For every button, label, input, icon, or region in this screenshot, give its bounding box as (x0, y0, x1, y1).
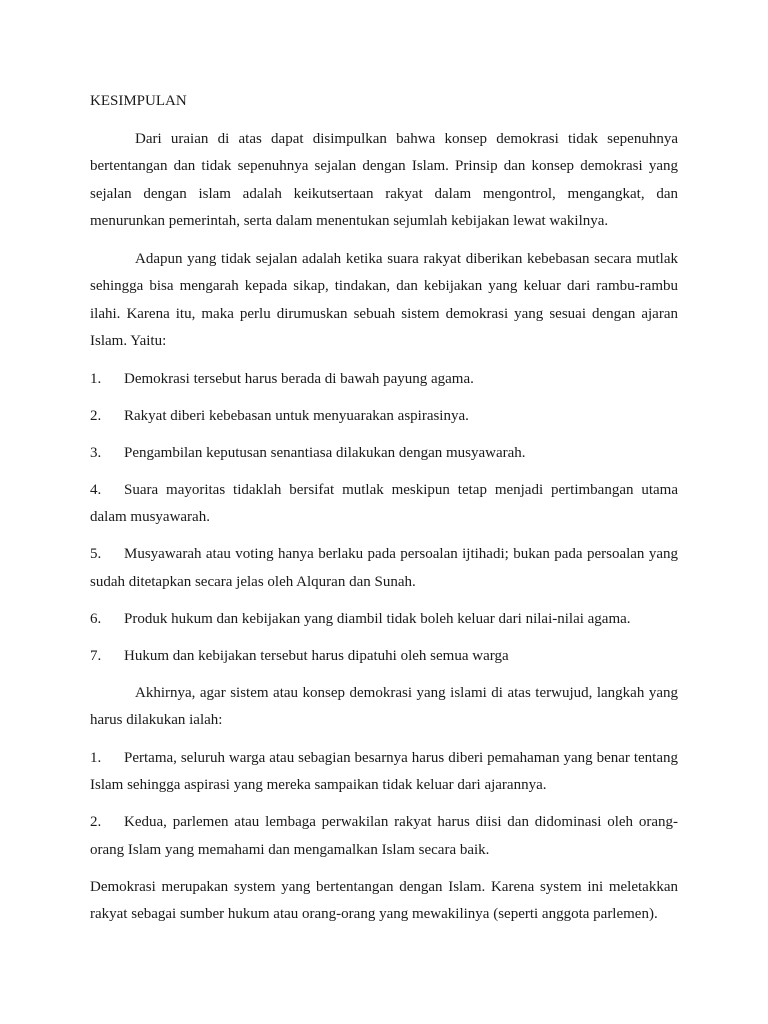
list-item (90, 745, 678, 800)
principles-list (90, 366, 678, 671)
list-item-number: 2. (90, 814, 102, 830)
document-body (90, 88, 678, 939)
list-item-number: 6. (90, 610, 102, 627)
steps-list (90, 745, 678, 865)
list-item (90, 606, 678, 634)
list-item (90, 541, 678, 596)
list-item-text: Pertama, seluruh warga atau sebagian besarnya harus diberi pemahaman yang benar tentang Islam sehingga aspirasi yang mereka sampaikan tidak keluar dari ajarannya. (90, 749, 678, 793)
list-item-number: 2. (90, 407, 102, 424)
list-item-number: 4. (90, 481, 102, 498)
list-item (90, 809, 678, 864)
list-item-number: 1. (90, 370, 102, 387)
list-item-number: 1. (90, 749, 102, 766)
list-item-number: 5. (90, 546, 102, 562)
paragraph-conclusion: Demokrasi merupakan system yang bertentangan dengan Islam. Karena system ini meletakkan rakyat sebagai sumber hukum atau orang-orang yang mewakilinya (seperti anggota parlemen). (90, 878, 678, 922)
list-item (90, 477, 678, 532)
list-item (90, 403, 678, 431)
list-item-text: Suara mayoritas tidaklah bersifat mutlak meskipun tetap menjadi pertimbangan utama dalam musyawarah. (90, 481, 678, 525)
list-item (90, 366, 678, 394)
list-item-text: Hukum dan kebijakan tersebut harus dipatuhi oleh semua warga (124, 647, 509, 664)
section-heading: KESIMPULAN (90, 93, 187, 109)
paragraph-intro: Dari uraian di atas dapat disimpulkan bahwa konsep demokrasi tidak sepenuhnya bertentangan dan tidak sepenuhnya sejalan dengan Islam. Prinsip dan konsep demokrasi yang sejalan dengan islam adalah keikutsertaan rakyat dalam mengontrol, mengangkat, dan menurunkan pemerintah, serta dalam menentukan sejumlah kebijakan lewat wakilnya. (90, 130, 678, 229)
list-item-text: Kedua, parlemen atau lembaga perwakilan rakyat harus diisi dan didominasi oleh orang-orang Islam yang memahami dan mengamalkan Islam secara baik. (90, 814, 678, 858)
list-item-text: Musyawarah atau voting hanya berlaku pada persoalan ijtihadi; bukan pada persoalan yang sudah ditetapkan secara jelas oleh Alquran dan Sunah. (90, 546, 678, 590)
list-item-text: Rakyat diberi kebebasan untuk menyuarakan aspirasinya. (124, 407, 469, 424)
paragraph-steps-intro: Akhirnya, agar sistem atau konsep demokrasi yang islami di atas terwujud, langkah yang harus dilakukan ialah: (90, 684, 678, 728)
paragraph-incompatible: Adapun yang tidak sejalan adalah ketika suara rakyat diberikan kebebasan secara mutlak sehingga bisa mengarah kepada sikap, tindakan, dan kebijakan yang keluar dari rambu-rambu ilahi. Karena itu, maka perlu dirumuskan sebuah sistem demokrasi yang sesuai dengan ajaran Islam. Yaitu: (90, 250, 678, 349)
list-item-text: Demokrasi tersebut harus berada di bawah payung agama. (124, 370, 474, 387)
list-item-text: Produk hukum dan kebijakan yang diambil tidak boleh keluar dari nilai-nilai agama. (124, 610, 631, 627)
list-item-number: 3. (90, 444, 102, 461)
list-item-text: Pengambilan keputusan senantiasa dilakukan dengan musyawarah. (124, 444, 526, 461)
list-item (90, 440, 678, 468)
list-item (90, 643, 678, 671)
list-item-number: 7. (90, 647, 102, 664)
